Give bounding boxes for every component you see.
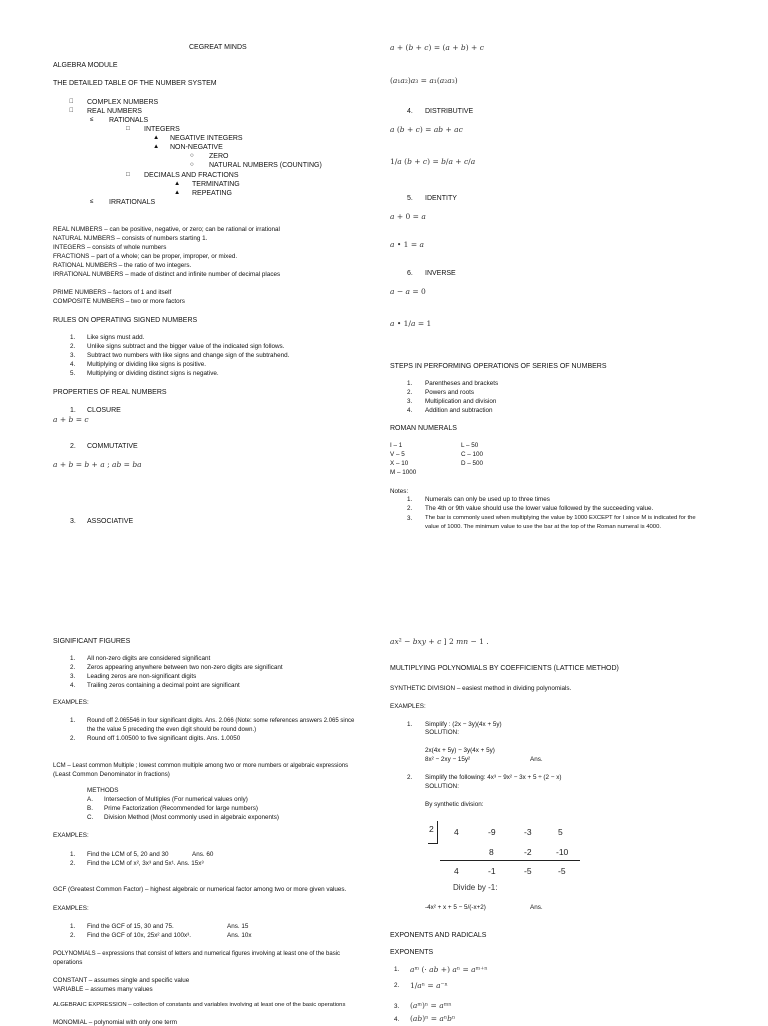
result-coefficient: -1	[488, 866, 496, 876]
example-question: Simplify the following: 4x³ − 9x² − 3x + 5 ÷ (2 − x)	[425, 774, 562, 781]
inverse-formula-1: 𝑎 − 𝑎 = 0	[390, 287, 426, 296]
list-number: 1.	[70, 923, 76, 930]
divisor-bracket-horizontal	[428, 843, 438, 844]
list-number: 4.	[407, 108, 413, 115]
list-item: Numerals can only be used up to three times	[425, 496, 550, 503]
list-number: 2.	[407, 389, 413, 396]
tree-item-complex: COMPLEX NUMBERS	[87, 99, 159, 106]
list-number: 2.	[70, 343, 76, 350]
table-title: THE DETAILED TABLE OF THE NUMBER SYSTEM	[53, 80, 217, 87]
definition-line: IRRATIONAL NUMBERS – made of distinct and infinite number of decimal places	[53, 271, 281, 278]
list-item: Powers and roots	[425, 389, 475, 396]
list-item: Multiplication and division	[425, 398, 497, 405]
distributive-heading: DISTRIBUTIVE	[425, 108, 474, 115]
answer: Ans. 60	[192, 851, 214, 858]
product: -2	[524, 847, 532, 857]
bullet-icon	[69, 108, 74, 114]
list-number: 2.	[394, 982, 400, 989]
list-number: 4.	[70, 361, 76, 368]
list-item: Trailing zeros containing a decimal point are significant	[87, 682, 240, 689]
polynomials-definition: POLYNOMIALS – expressions that consist of letters and numerical figures involving at least one of the basic	[53, 951, 341, 957]
list-number: 2.	[70, 664, 76, 671]
solution-label: SOLUTION:	[425, 783, 459, 790]
square-bullet-icon: □	[126, 125, 130, 132]
list-number: 3.	[407, 398, 413, 405]
tree-item-nonnegative: NON-NEGATIVE	[170, 144, 223, 151]
list-item-continued: value of 1000. The minimum value to use the bar at the top of the Roman numeral is 4000.	[425, 524, 661, 530]
list-number: 3.	[70, 518, 76, 525]
list-letter: B.	[87, 805, 93, 812]
list-item: Unlike signs subtract and the bigger value of the indicated sign follows.	[87, 343, 285, 350]
list-number: 1.	[70, 851, 76, 858]
list-number: 2.	[407, 505, 413, 512]
list-number: 1.	[407, 721, 413, 728]
list-number: 2.	[407, 774, 413, 781]
algebraic-expression-definition: ALGEBRAIC EXPRESSION – collection of constants and variables involving at least one of the basic operations	[53, 1002, 346, 1008]
list-item-continued: the the value 5 preceding the even digit should be round down.)	[87, 727, 257, 733]
synthetic-label: By synthetic division:	[425, 801, 484, 808]
coefficient: -3	[524, 827, 532, 837]
variable-definition: VARIABLE – assumes many values	[53, 986, 153, 993]
list-number: 3.	[407, 515, 413, 522]
inverse-formula-2: 𝑎 • 1/𝑎 = 1	[390, 319, 432, 328]
list-number: 1.	[394, 966, 400, 973]
definition-line: RATIONAL NUMBERS – the ratio of two integers.	[53, 262, 192, 269]
list-number: 4.	[407, 407, 413, 414]
list-number: 3.	[70, 673, 76, 680]
exponent-law: 1/𝑎ⁿ = 𝑎⁻ⁿ	[410, 981, 448, 990]
commutative-heading: COMMUTATIVE	[87, 443, 138, 450]
bullet-icon	[69, 99, 74, 105]
closure-formula: 𝑎 + 𝑏 = 𝑐	[53, 415, 89, 424]
triangle-bullet-icon: ▲	[174, 180, 181, 187]
lcm-definition: LCM – Least common Multiple ; lowest common multiple among two or more numbers or algebraic expressions	[53, 763, 349, 769]
result-coefficient: -5	[524, 866, 532, 876]
example-question: Simplify : (2x − 3y)(4x + 5y)	[425, 721, 502, 728]
list-number: 1.	[70, 334, 76, 341]
examples-heading: EXAMPLES:	[53, 905, 89, 912]
list-item: Zeros appearing anywhere between two non-zero digits are significant	[87, 664, 283, 671]
identity-formula-2: 𝑎 • 1 = 𝑎	[390, 240, 424, 249]
remainder: -5	[558, 866, 566, 876]
list-item: Parentheses and brackets	[425, 380, 499, 387]
notes-title: Notes:	[390, 488, 409, 495]
list-item: Subtract two numbers with like signs and change sign of the subtrahend.	[87, 352, 290, 359]
result-coefficient: 4	[454, 866, 459, 876]
exponents-subtitle: EXPONENTS	[390, 949, 434, 956]
list-item: The 4th or 9th value should use the lower value followed by the succeeding value.	[425, 505, 654, 512]
list-item: Find the GCF of 10x, 25x² and 100x³.	[87, 932, 191, 939]
roman-entry: I – 1	[390, 442, 403, 449]
circle-bullet-icon: ○	[190, 161, 194, 168]
list-item: Leading zeros are non-significant digits	[87, 673, 197, 680]
distributive-formula-1: 𝑎 (𝑏 + 𝑐) = 𝑎𝑏 + 𝑎𝑐	[390, 125, 463, 134]
associative-formula-1: 𝑎 + (𝑏 + 𝑐) = (𝑎 + 𝑏) + 𝑐	[390, 43, 484, 52]
constant-definition: CONSTANT – assumes single and specific value	[53, 977, 190, 984]
definition-line: NATURAL NUMBERS – consists of numbers starting 1.	[53, 235, 208, 242]
product: -10	[556, 847, 569, 857]
tree-item-decimals: DECIMALS AND FRACTIONS	[144, 172, 239, 179]
list-item: Prime Factorization (Recommended for large numbers)	[104, 805, 258, 812]
tree-item-irrationals: IRRATIONALS	[109, 199, 156, 206]
answer: Ans. 10x	[227, 932, 252, 939]
exponents-radicals-title: EXPONENTS AND RADICALS	[390, 932, 487, 939]
list-item: Like signs must add.	[87, 334, 145, 341]
list-number: 2.	[70, 443, 76, 450]
exponent-law: (𝑎ᵐ)ⁿ = 𝑎ᵐⁿ	[410, 1001, 452, 1010]
examples-heading: EXAMPLES:	[53, 699, 89, 706]
list-item: Round off 2.065546 in four significant digits. Ans. 2.066 (Note: some references answers 2.065 since	[87, 718, 355, 724]
coefficient: 5	[558, 827, 563, 837]
steps-title: STEPS IN PERFORMING OPERATIONS OF SERIES OF NUMBERS	[390, 363, 607, 370]
list-number: 1.	[70, 717, 76, 724]
divisor: 2	[429, 824, 434, 834]
tree-item-negative: NEGATIVE INTEGERS	[170, 135, 243, 142]
list-item: Find the LCM of x², 3x³ and 5x¹. Ans. 15x³	[87, 860, 204, 867]
list-item: All non-zero digits are considered significant	[87, 655, 211, 662]
list-number: 6.	[407, 270, 413, 277]
list-number: 1.	[407, 496, 413, 503]
list-item: Round off 1.00500 to five significant digits. Ans. 1.0050	[87, 735, 241, 742]
sum-line	[440, 860, 580, 861]
list-item: Find the GCF of 15, 30 and 75.	[87, 923, 174, 930]
answer: Ans. 15	[227, 923, 249, 930]
module-title: ALGEBRA MODULE	[53, 62, 118, 69]
list-letter: A.	[87, 796, 93, 803]
list-item: Multiplying or dividing like signs is positive.	[87, 361, 206, 368]
tree-item-natural: NATURAL NUMBERS (COUNTING)	[209, 162, 322, 169]
examples-heading: EXAMPLES:	[53, 832, 89, 839]
answer-label: Ans.	[530, 904, 543, 911]
definition-line: REAL NUMBERS – can be positive, negative, or zero; can be rational or irrational	[53, 226, 280, 233]
coefficient: -9	[488, 827, 496, 837]
methods-title: METHODS	[87, 787, 119, 794]
roman-entry: C – 100	[461, 451, 484, 458]
list-number: 5.	[407, 195, 413, 202]
product: 8	[489, 847, 494, 857]
tree-item-terminating: TERMINATING	[192, 181, 240, 188]
list-number: 4.	[70, 682, 76, 689]
list-item: Intersection of Multiples (For numerical values only)	[104, 796, 248, 803]
list-item: Find the LCM of 5, 20 and 30	[87, 851, 169, 858]
monomial-definition: MONOMIAL – polynomial with only one term	[53, 1019, 178, 1026]
page-title: CEGREAT MINDS	[189, 44, 247, 51]
lattice-title: MULTIPLYING POLYNOMIALS BY COEFFICIENTS (LATTICE METHOD)	[390, 665, 619, 672]
roman-entry: V – 5	[390, 451, 405, 458]
exponent-law: (𝑎𝑏)ⁿ = 𝑎ⁿ𝑏ⁿ	[410, 1014, 456, 1023]
prime-definition: PRIME NUMBERS – factors of 1 and itself	[53, 289, 172, 296]
square-bullet-icon: □	[126, 171, 130, 178]
circle-bullet-icon: ○	[190, 152, 194, 159]
roman-entry: L – 50	[461, 442, 479, 449]
solution-line: 2x(4x + 5y) − 3y(4x + 5y)	[425, 747, 495, 754]
roman-entry: X – 10	[390, 460, 409, 467]
definition-line: FRACTIONS – part of a whole; can be proper, improper, or mixed.	[53, 253, 238, 260]
list-item: Addition and subtraction	[425, 407, 493, 414]
gcf-definition: GCF (Greatest Common Factor) – highest algebraic or numerical factor among two or more given values.	[53, 886, 347, 893]
bullet-icon: ≤	[90, 198, 94, 205]
rules-title: RULES ON OPERATING SIGNED NUMBERS	[53, 317, 198, 324]
triangle-bullet-icon: ▲	[174, 189, 181, 196]
formula-top: 𝑎𝑥² − 𝑏𝑥𝑦 + 𝑐 ] 2 𝑚𝑛 − 1 .	[390, 637, 489, 646]
identity-formula-1: 𝑎 + 0 = 𝑎	[390, 212, 426, 221]
list-number: 3.	[70, 352, 76, 359]
commutative-formula: 𝑎 + 𝑏 = 𝑏 + 𝑎 ; 𝑎𝑏 = 𝑏𝑎	[53, 460, 142, 469]
synthetic-definition: SYNTHETIC DIVISION – easiest method in dividing polynomials.	[390, 685, 572, 692]
list-item: The bar is commonly used when multiplying the value by 1000 EXCEPT for I since M is indicated for the	[425, 515, 696, 521]
list-item: Division Method (Most commonly used in algebraic exponents)	[104, 814, 279, 821]
list-number: 1.	[70, 407, 76, 414]
lcm-definition-cont: (Least Common Denominator in fractions)	[53, 771, 170, 778]
exponent-law: 𝑎ᵐ (· 𝑎𝑏 +) 𝑎ⁿ = 𝑎ᵐ⁺ⁿ	[410, 965, 488, 974]
coefficient: 4	[454, 827, 459, 837]
list-number: 1.	[70, 655, 76, 662]
list-item: Multiplying or dividing distinct signs is negative.	[87, 370, 219, 377]
triangle-bullet-icon: ▲	[153, 143, 160, 150]
list-number: 2.	[70, 932, 76, 939]
list-number: 2.	[70, 735, 76, 742]
answer-label: Ans.	[530, 756, 543, 763]
polynomials-definition-cont: operations	[53, 959, 83, 966]
tree-item-zero: ZERO	[209, 153, 229, 160]
list-number: 4.	[394, 1016, 400, 1023]
associative-formula-2: (𝑎₁𝑎₂)𝑎₃ = 𝑎₁(𝑎₂𝑎₃)	[390, 76, 458, 85]
roman-title: ROMAN NUMERALS	[390, 425, 457, 432]
list-letter: C.	[87, 814, 94, 821]
closure-heading: CLOSURE	[87, 407, 121, 414]
triangle-bullet-icon: ▲	[153, 134, 160, 141]
sigfig-title: SIGNIFICANT FIGURES	[53, 638, 131, 645]
result-expression: -4x² + x + 5 − 5/(-x+2)	[425, 904, 486, 911]
composite-definition: COMPOSITE NUMBERS – two or more factors	[53, 298, 185, 305]
tree-item-real: REAL NUMBERS	[87, 108, 142, 115]
list-number: 1.	[407, 380, 413, 387]
roman-entry: M – 1000	[390, 469, 417, 476]
definition-line: INTEGERS – consists of whole numbers	[53, 244, 167, 251]
list-number: 5.	[70, 370, 76, 377]
divisor-bracket-vertical	[437, 821, 438, 843]
solution-label: SOLUTION:	[425, 729, 459, 736]
tree-item-integers: INTEGERS	[144, 126, 180, 133]
properties-title: PROPERTIES OF REAL NUMBERS	[53, 389, 167, 396]
tree-item-repeating: REPEATING	[192, 190, 232, 197]
list-number: 2.	[70, 860, 76, 867]
roman-entry: D – 500	[461, 460, 484, 467]
solution-line: 8x² − 2xy − 15y²	[425, 756, 471, 763]
associative-heading: ASSOCIATIVE	[87, 518, 134, 525]
identity-heading: IDENTITY	[425, 195, 457, 202]
divide-by-label: Divide by -1:	[453, 883, 498, 892]
bullet-icon: ≤	[90, 116, 94, 123]
examples-heading: EXAMPLES:	[390, 703, 426, 710]
inverse-heading: INVERSE	[425, 270, 456, 277]
list-number: 3.	[394, 1003, 400, 1010]
distributive-formula-2: 1/𝑎 (𝑏 + 𝑐) = 𝑏/𝑎 + 𝑐/𝑎	[390, 157, 476, 166]
tree-item-rationals: RATIONALS	[109, 117, 149, 124]
